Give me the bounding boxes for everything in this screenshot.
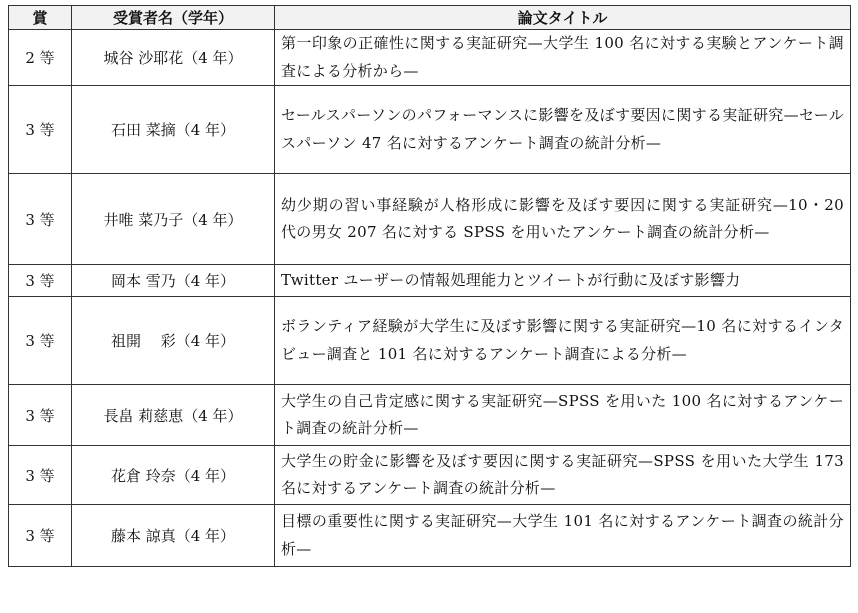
table-row bbox=[9, 297, 851, 385]
title-cell: 大学生の自己肯定感に関する実証研究—SPSS を用いた 100 名に対するアンケート調査の統計分析— bbox=[275, 385, 851, 446]
prize-cell: 3 等 bbox=[9, 86, 72, 174]
title-cell: 大学生の貯金に影響を及ぼす要因に関する実証研究—SPSS を用いた大学生 173 名に対するアンケート調査の統計分析— bbox=[275, 446, 851, 505]
recipient-cell: 石田 菜摘（4 年） bbox=[72, 86, 275, 174]
title-cell: Twitter ユーザーの情報処理能力とツイートが行動に及ぼす影響力 bbox=[275, 265, 851, 297]
title-cell: セールスパーソンのパフォーマンスに影響を及ぼす要因に関する実証研究—セールスパーソン 47 名に対するアンケート調査の統計分析— bbox=[275, 86, 851, 174]
recipient-cell: 藤本 諒真（4 年） bbox=[72, 505, 275, 567]
recipient-cell: 花倉 玲奈（4 年） bbox=[72, 446, 275, 505]
table-row bbox=[9, 30, 851, 86]
recipient-cell: 城谷 沙耶花（4 年） bbox=[72, 30, 275, 86]
prize-cell: 3 等 bbox=[9, 385, 72, 446]
table-row bbox=[9, 505, 851, 567]
title-cell: 幼少期の習い事経験が人格形成に影響を及ぼす要因に関する実証研究—10・20 代の男女 207 名に対する SPSS を用いたアンケート調査の統計分析— bbox=[275, 174, 851, 265]
table-row bbox=[9, 86, 851, 174]
prize-cell: 3 等 bbox=[9, 174, 72, 265]
header-title: 論文タイトル bbox=[275, 6, 851, 30]
prize-cell: 3 等 bbox=[9, 505, 72, 567]
recipient-cell: 岡本 雪乃（4 年） bbox=[72, 265, 275, 297]
table-header bbox=[9, 6, 851, 30]
recipient-cell: 長畠 莉慈恵（4 年） bbox=[72, 385, 275, 446]
table-row bbox=[9, 385, 851, 446]
table-row bbox=[9, 174, 851, 265]
recipient-cell: 井唯 菜乃子（4 年） bbox=[72, 174, 275, 265]
table-row bbox=[9, 446, 851, 505]
prize-cell: 2 等 bbox=[9, 30, 72, 86]
table-row bbox=[9, 265, 851, 297]
prize-cell: 3 等 bbox=[9, 446, 72, 505]
title-cell: 第一印象の正確性に関する実証研究—大学生 100 名に対する実験とアンケート調査による分析から— bbox=[275, 30, 851, 86]
header-recipient: 受賞者名（学年） bbox=[72, 6, 275, 30]
prize-cell: 3 等 bbox=[9, 297, 72, 385]
prize-cell: 3 等 bbox=[9, 265, 72, 297]
recipient-cell: 祖開 彩（4 年） bbox=[72, 297, 275, 385]
header-prize: 賞 bbox=[9, 6, 72, 30]
award-table bbox=[8, 5, 851, 567]
title-cell: 目標の重要性に関する実証研究—大学生 101 名に対するアンケート調査の統計分析— bbox=[275, 505, 851, 567]
title-cell: ボランティア経験が大学生に及ぼす影響に関する実証研究—10 名に対するインタビュー調査と 101 名に対するアンケート調査による分析— bbox=[275, 297, 851, 385]
